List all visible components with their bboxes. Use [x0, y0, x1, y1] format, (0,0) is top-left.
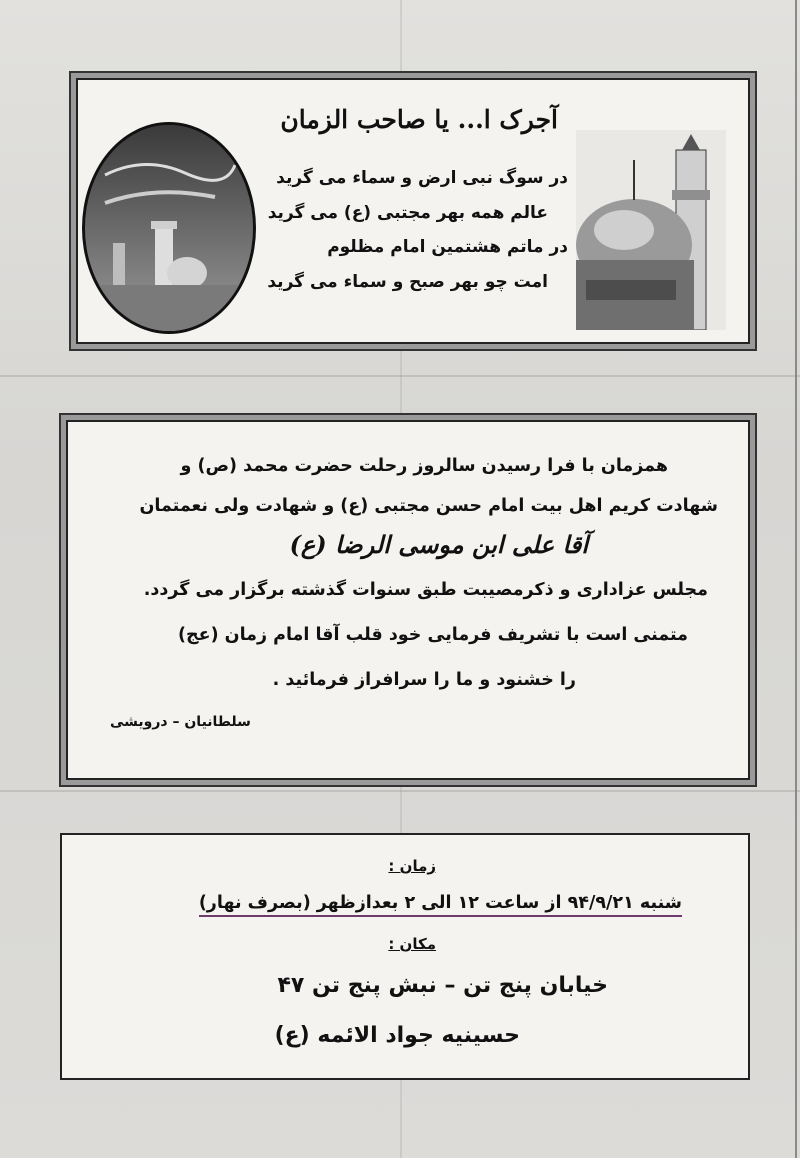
hosts-signature: سلطانیان – درویشی: [110, 714, 251, 730]
poem-line-1: در سوگ نبی ارض و سماء می گرید: [276, 168, 568, 188]
poem-line-4: امت چو بهر صبح و سماء می گرید: [267, 272, 548, 292]
dome-minaret-icon: [576, 130, 726, 330]
shrine-silhouette-icon: [85, 125, 253, 331]
header-card: [76, 78, 750, 344]
time-label: زمان :: [388, 857, 436, 875]
shrine-oval-image: [82, 122, 256, 334]
body-line-3: را خشنود و ما را سرافراز فرمائید .: [272, 670, 576, 690]
place-label: مکان :: [388, 935, 436, 953]
time-value: شنبه ۹۴/۹/۲۱ از ساعت ۱۲ الی ۲ بعدازظهر (بصرف نهار): [199, 893, 682, 917]
event-details-card: [60, 833, 750, 1080]
address: خیابان پنج تن – نبش پنج تن ۴۷: [277, 973, 608, 998]
poem-line-3: در ماتم هشتمین امام مظلوم: [327, 237, 568, 257]
announcement-line-1: همزمان با فرا رسیدن سالروز رحلت حضرت محمد (ص) و: [180, 456, 668, 476]
body-line-2: متمنی است با تشریف فرمایی خود قلب آقا امام زمان (عج): [178, 625, 688, 645]
body-line-1: مجلس عزاداری و ذکرمصیبت طبق سنوات گذشته برگزار می گردد.: [143, 580, 708, 600]
page-edge: [795, 0, 797, 1158]
page-title: آجرک ا... یا صاحب الزمان: [280, 105, 558, 134]
announcement-card: [66, 420, 750, 780]
shrine-dome-image: [576, 130, 726, 330]
poem-line-2: عالم همه بهر مجتبی (ع) می گرید: [267, 203, 548, 223]
imam-name: آقا علی ابن موسی الرضا (ع): [289, 530, 588, 559]
venue-name: حسینیه جواد الائمه (ع): [274, 1023, 520, 1048]
announcement-line-2: شهادت کریم اهل بیت امام حسن مجتبی (ع) و شهادت ولی نعمتمان: [139, 496, 718, 516]
